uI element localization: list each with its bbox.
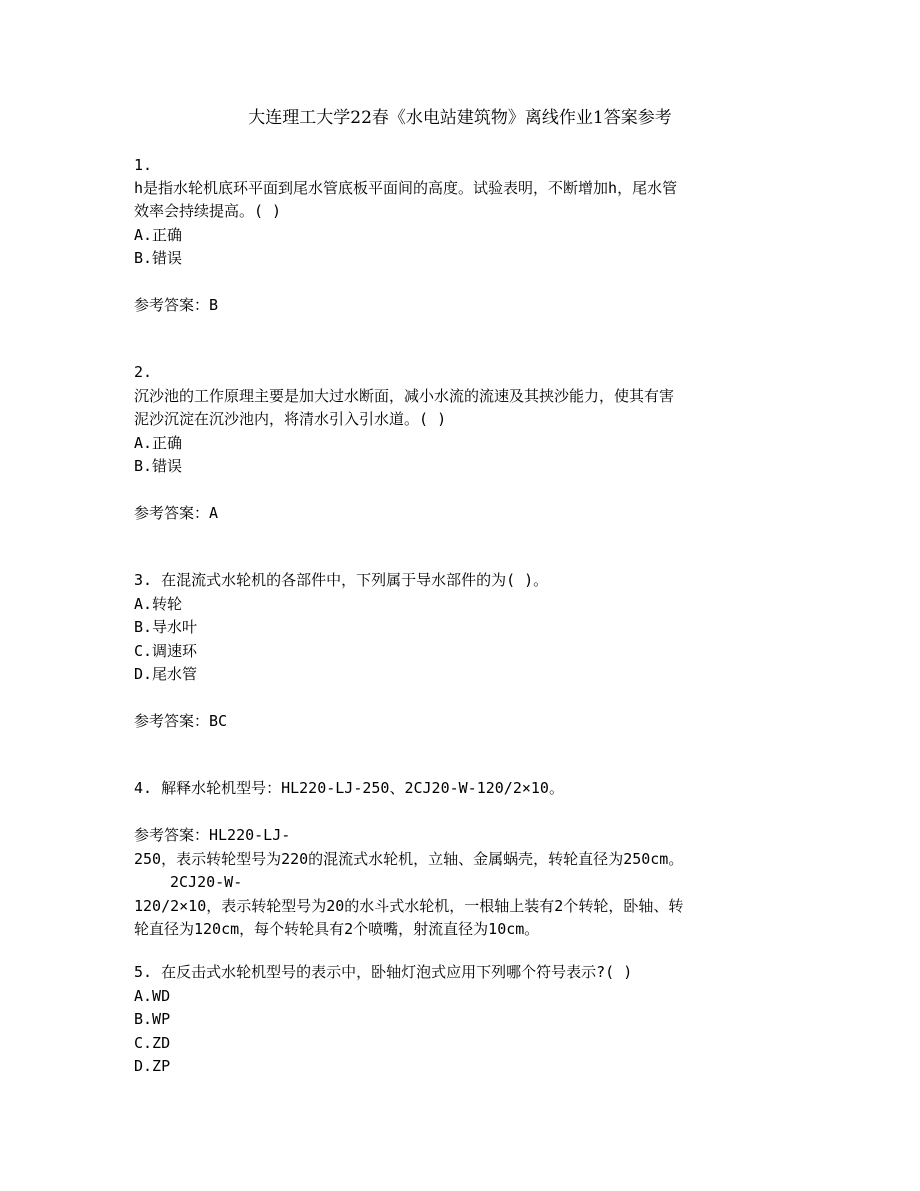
question-2-option-a: A.正确: [134, 434, 183, 452]
question-4-answer-line-1: 参考答案：HL220-LJ-: [134, 826, 291, 844]
question-4-answer-line-3: 2CJ20-W-: [170, 873, 243, 891]
question-2-stem-line-1: 沉沙池的工作原理主要是加大过水断面，减小水流的流速及其挟沙能力，使其有害: [134, 387, 675, 405]
question-4-stem: 4. 解释水轮机型号：HL220-LJ-250、2CJ20-W-120/2×10。: [134, 779, 564, 797]
question-1-number: 1.: [134, 156, 153, 174]
question-1-stem-line-2: 效率会持续提高。( ): [134, 202, 282, 220]
question-1-stem-line-1: h是指水轮机底环平面到尾水管底板平面间的高度。试验表明，不断增加h，尾水管: [134, 179, 678, 197]
question-5-option-c: C.ZD: [134, 1034, 171, 1052]
question-5-option-a: A.WD: [134, 987, 171, 1005]
question-2-number: 2.: [134, 363, 153, 381]
question-1-option-b: B.错误: [134, 249, 183, 267]
question-4-answer-line-4: 120/2×10，表示转轮型号为20的水斗式水轮机，一根轴上装有2个转轮，卧轴、转: [134, 897, 684, 915]
question-3-stem: 3. 在混流式水轮机的各部件中，下列属于导水部件的为( )。: [134, 571, 549, 589]
question-2-answer: 参考答案：A: [134, 504, 219, 522]
question-2-option-b: B.错误: [134, 457, 183, 475]
question-5-option-b: B.WP: [134, 1010, 171, 1028]
question-3-option-c: C.调速环: [134, 642, 198, 660]
question-1-option-a: A.正确: [134, 226, 183, 244]
question-3-answer: 参考答案：BC: [134, 712, 228, 730]
question-3-option-d: D.尾水管: [134, 665, 198, 683]
question-4-answer-line-5: 轮直径为120cm，每个转轮具有2个喷嘴，射流直径为10cm。: [134, 920, 540, 938]
question-1-answer: 参考答案：B: [134, 296, 219, 314]
question-3-option-a: A.转轮: [134, 595, 183, 613]
question-3-option-b: B.导水叶: [134, 618, 198, 636]
question-2-stem-line-2: 泥沙沉淀在沉沙池内，将清水引入引水道。( ): [134, 410, 447, 428]
question-5-option-d: D.ZP: [134, 1057, 171, 1075]
document-title: 大连理工大学22春《水电站建筑物》离线作业1答案参考: [248, 108, 672, 128]
question-4-answer-line-2: 250，表示转轮型号为220的混流式水轮机，立轴、金属蜗壳，转轮直径为250cm。: [134, 850, 684, 868]
question-5-stem: 5. 在反击式水轮机型号的表示中，卧轴灯泡式应用下列哪个符号表示?( ): [134, 963, 633, 981]
